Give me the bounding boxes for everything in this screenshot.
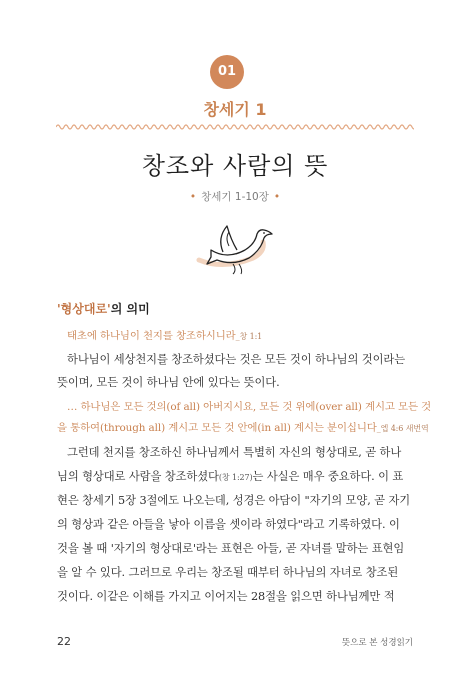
section-heading-accent: '형상대로' bbox=[57, 302, 111, 316]
body-line: 그런데 천지를 창조하신 하나님께서 특별히 자신의 형상대로, 곧 하나 bbox=[67, 446, 402, 459]
bullet-right: • bbox=[273, 191, 281, 203]
scripture-quote: … 하나님은 모든 것의(of all) 아버지시요, 모든 것 위에(over all) 계시고 모든 것 bbox=[67, 401, 432, 413]
body-ref: (창 1:27) bbox=[218, 473, 253, 482]
chapter-name: 창세기 1 bbox=[203, 100, 267, 119]
quote-ref: _엡 4:6 새번역 bbox=[376, 424, 429, 433]
page-title: 창조와 사람의 뜻 bbox=[141, 152, 329, 180]
subtitle-text: 창세기 1-10장 bbox=[201, 191, 269, 203]
page-subtitle bbox=[0, 189, 470, 204]
page-number: 22 bbox=[57, 635, 71, 648]
section-heading bbox=[57, 300, 150, 317]
body-line: 의 형상과 같은 아들을 낳아 이름을 셋이라 하였다"라고 기록하였다. 이 bbox=[57, 518, 400, 531]
wave-divider bbox=[56, 122, 414, 132]
chapter-number-badge: 01 bbox=[210, 55, 244, 89]
body-line bbox=[57, 470, 413, 485]
bullet-left: • bbox=[189, 191, 197, 203]
body-text: 님의 형상대로 사람을 창조하셨다 bbox=[57, 470, 219, 483]
body-line: 현은 창세기 5장 3절에도 나오는데, 성경은 아담이 "자기의 모양, 곧 자기 bbox=[57, 494, 411, 507]
quote-ref: _창 1:1 bbox=[235, 332, 263, 341]
body-text: 는 사실은 매우 중요하다. 이 표 bbox=[252, 470, 404, 483]
body-line: 하나님이 세상천지를 창조하셨다는 것은 모든 것이 하나님의 것이라는 bbox=[67, 353, 406, 366]
section-heading-rest: 의 의미 bbox=[110, 302, 150, 316]
quote-text: 태초에 하나님이 천지를 창조하시니라 bbox=[67, 330, 236, 342]
body-line: 것이다. 이같은 이해를 가지고 이어지는 28절을 읽으면 하나님께만 적 bbox=[57, 590, 395, 603]
body-line: 것을 볼 때 '자기의 형상대로'라는 표현은 아들, 곧 자녀를 말하는 표현임 bbox=[57, 542, 405, 555]
body-line: 을 알 수 있다. 그러므로 우리는 창조될 때부터 하나님의 자녀로 창조된 bbox=[57, 566, 399, 579]
dove-icon bbox=[193, 220, 277, 276]
book-title: 뜻으로 본 성경읽기 bbox=[341, 638, 413, 648]
scripture-quote bbox=[57, 421, 429, 436]
scripture-quote bbox=[67, 329, 423, 344]
quote-text: 을 통하여(through all) 계시고 모든 것 안에(in all) 계시는 분이십니다 bbox=[57, 422, 377, 434]
body-line: 뜻이며, 모든 것이 하나님 안에 있다는 뜻이다. bbox=[57, 376, 280, 389]
